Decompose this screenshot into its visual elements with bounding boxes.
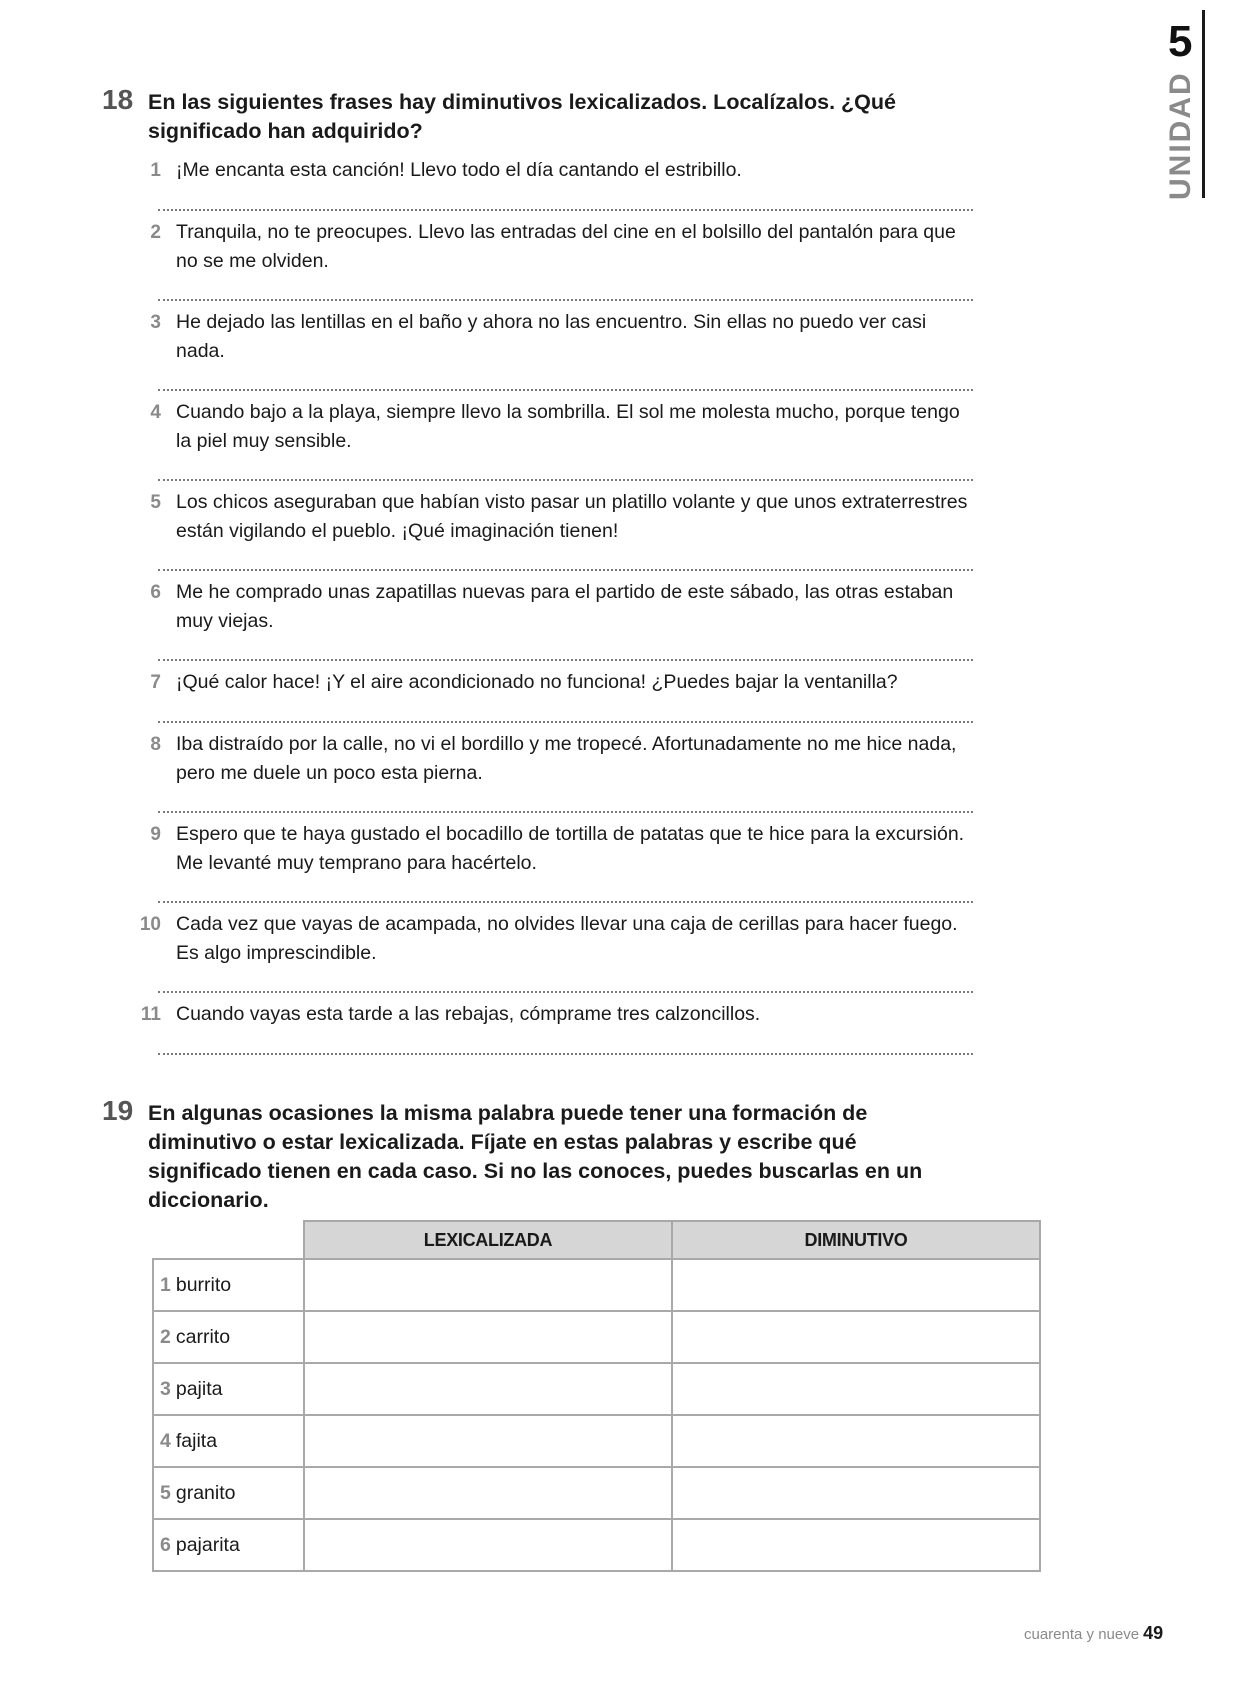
item-number: 4 <box>150 402 161 423</box>
item-text: He dejado las lentillas en el baño y ahora no las encuentro. Sin ellas no puedo ver casi nada. <box>176 311 927 362</box>
lexicalizada-answer-cell[interactable] <box>304 1363 672 1415</box>
item-number: 9 <box>150 824 161 845</box>
diminutivo-answer-cell[interactable] <box>672 1467 1040 1519</box>
word-label: carrito <box>175 1325 231 1348</box>
column-header-diminutivo: DIMINUTIVO <box>672 1221 1040 1259</box>
word-cell <box>153 1259 304 1311</box>
lexicalizada-answer-cell[interactable] <box>304 1311 672 1363</box>
table-row <box>153 1519 1040 1571</box>
word-number: 2 <box>160 1325 171 1348</box>
item-number: 10 <box>139 914 161 935</box>
exercise-18-number: 18 <box>102 84 134 115</box>
item-text: ¡Me encanta esta canción! Llevo todo el día cantando el estribillo. <box>176 159 742 181</box>
exercise-19-title: En algunas ocasiones la misma palabra puede tener una formación de diminutivo o estar lexicalizada. Fíjate en estas palabras y escribe qué significado tienen en cada caso. Si no las conoces, puedes buscarlas en un diccionario. <box>148 1101 923 1212</box>
unit-number: 5 <box>1168 17 1193 66</box>
word-number: 4 <box>160 1429 171 1452</box>
answer-line[interactable] <box>158 1053 973 1055</box>
item-number: 11 <box>140 1004 161 1025</box>
answer-line[interactable] <box>158 659 973 661</box>
item-number: 7 <box>150 672 161 693</box>
item-number: 2 <box>150 222 161 243</box>
answer-line[interactable] <box>158 811 973 813</box>
diminutivo-answer-cell[interactable] <box>672 1363 1040 1415</box>
word-cell <box>153 1519 304 1571</box>
table-row <box>153 1259 1040 1311</box>
item-text: Me he comprado unas zapatillas nuevas para el partido de este sábado, las otras estaban muy viejas. <box>176 581 954 632</box>
column-header-lexicalizada: LEXICALIZADA <box>304 1221 672 1259</box>
word-label: pajarita <box>175 1533 240 1556</box>
table-corner <box>153 1221 304 1259</box>
unit-divider <box>1202 10 1205 198</box>
answer-line[interactable] <box>158 991 973 993</box>
lexicalizada-answer-cell[interactable] <box>304 1415 672 1467</box>
item-number: 6 <box>150 582 161 603</box>
answer-line[interactable] <box>158 479 973 481</box>
lexicalizada-answer-cell[interactable] <box>304 1259 672 1311</box>
diminutivo-answer-cell[interactable] <box>672 1311 1040 1363</box>
page-number: 49 <box>1143 1623 1164 1643</box>
exercise-19-number: 19 <box>102 1095 134 1126</box>
diminutivo-answer-cell[interactable] <box>672 1259 1040 1311</box>
word-cell <box>153 1415 304 1467</box>
word-number: 5 <box>160 1481 171 1504</box>
item-text: Espero que te haya gustado el bocadillo de tortilla de patatas que te hice para la excursión. Me levanté muy temprano para hacértelo. <box>176 823 965 874</box>
item-number: 5 <box>150 492 161 513</box>
table-row <box>153 1415 1040 1467</box>
word-number: 6 <box>160 1533 171 1556</box>
answer-line[interactable] <box>158 209 973 211</box>
word-label: pajita <box>175 1377 223 1400</box>
word-cell <box>153 1363 304 1415</box>
word-cell <box>153 1311 304 1363</box>
page-number-words: cuarenta y nueve <box>1024 1626 1140 1643</box>
diminutivo-answer-cell[interactable] <box>672 1415 1040 1467</box>
item-text: Cuando bajo a la playa, siempre llevo la sombrilla. El sol me molesta mucho, porque tengo la piel muy sensible. <box>176 401 960 452</box>
item-number: 3 <box>150 312 161 333</box>
word-number: 1 <box>160 1273 171 1296</box>
table-header-row <box>153 1221 1040 1259</box>
answer-line[interactable] <box>158 569 973 571</box>
word-label: granito <box>175 1481 236 1504</box>
answer-line[interactable] <box>158 389 973 391</box>
word-label: burrito <box>175 1273 232 1296</box>
word-number: 3 <box>160 1377 171 1400</box>
item-text: Cuando vayas esta tarde a las rebajas, cómprame tres calzoncillos. <box>176 1003 761 1025</box>
diminutivo-answer-cell[interactable] <box>672 1519 1040 1571</box>
lexicalizada-answer-cell[interactable] <box>304 1519 672 1571</box>
table-row <box>153 1311 1040 1363</box>
table-row <box>153 1363 1040 1415</box>
answer-line[interactable] <box>158 299 973 301</box>
unit-label: UNIDAD <box>1164 71 1197 200</box>
item-text: ¡Qué calor hace! ¡Y el aire acondicionado no funciona! ¿Puedes bajar la ventanilla? <box>176 671 898 693</box>
exercise-18-title: En las siguientes frases hay diminutivos lexicalizados. Localízalos. ¿Qué significado han adquirido? <box>148 90 896 143</box>
answer-line[interactable] <box>158 721 973 723</box>
diminutive-table <box>152 1220 1041 1572</box>
item-text: Tranquila, no te preocupes. Llevo las entradas del cine en el bolsillo del pantalón para que no se me olviden. <box>176 221 956 272</box>
item-number: 1 <box>150 160 161 181</box>
word-label: fajita <box>175 1429 218 1452</box>
page-footer <box>1024 1624 1163 1643</box>
table-row <box>153 1467 1040 1519</box>
item-text: Cada vez que vayas de acampada, no olvides llevar una caja de cerillas para hacer fuego. Es algo imprescindible. <box>176 913 958 964</box>
lexicalizada-answer-cell[interactable] <box>304 1467 672 1519</box>
answer-line[interactable] <box>158 901 973 903</box>
item-text: Iba distraído por la calle, no vi el bordillo y me tropecé. Afortunadamente no me hice nada, pero me duele un poco esta pierna. <box>176 733 957 784</box>
item-text: Los chicos aseguraban que habían visto pasar un platillo volante y que unos extraterrestres están vigilando el pueblo. ¡Qué imaginación tienen! <box>176 491 968 542</box>
item-number: 8 <box>150 734 161 755</box>
word-cell <box>153 1467 304 1519</box>
